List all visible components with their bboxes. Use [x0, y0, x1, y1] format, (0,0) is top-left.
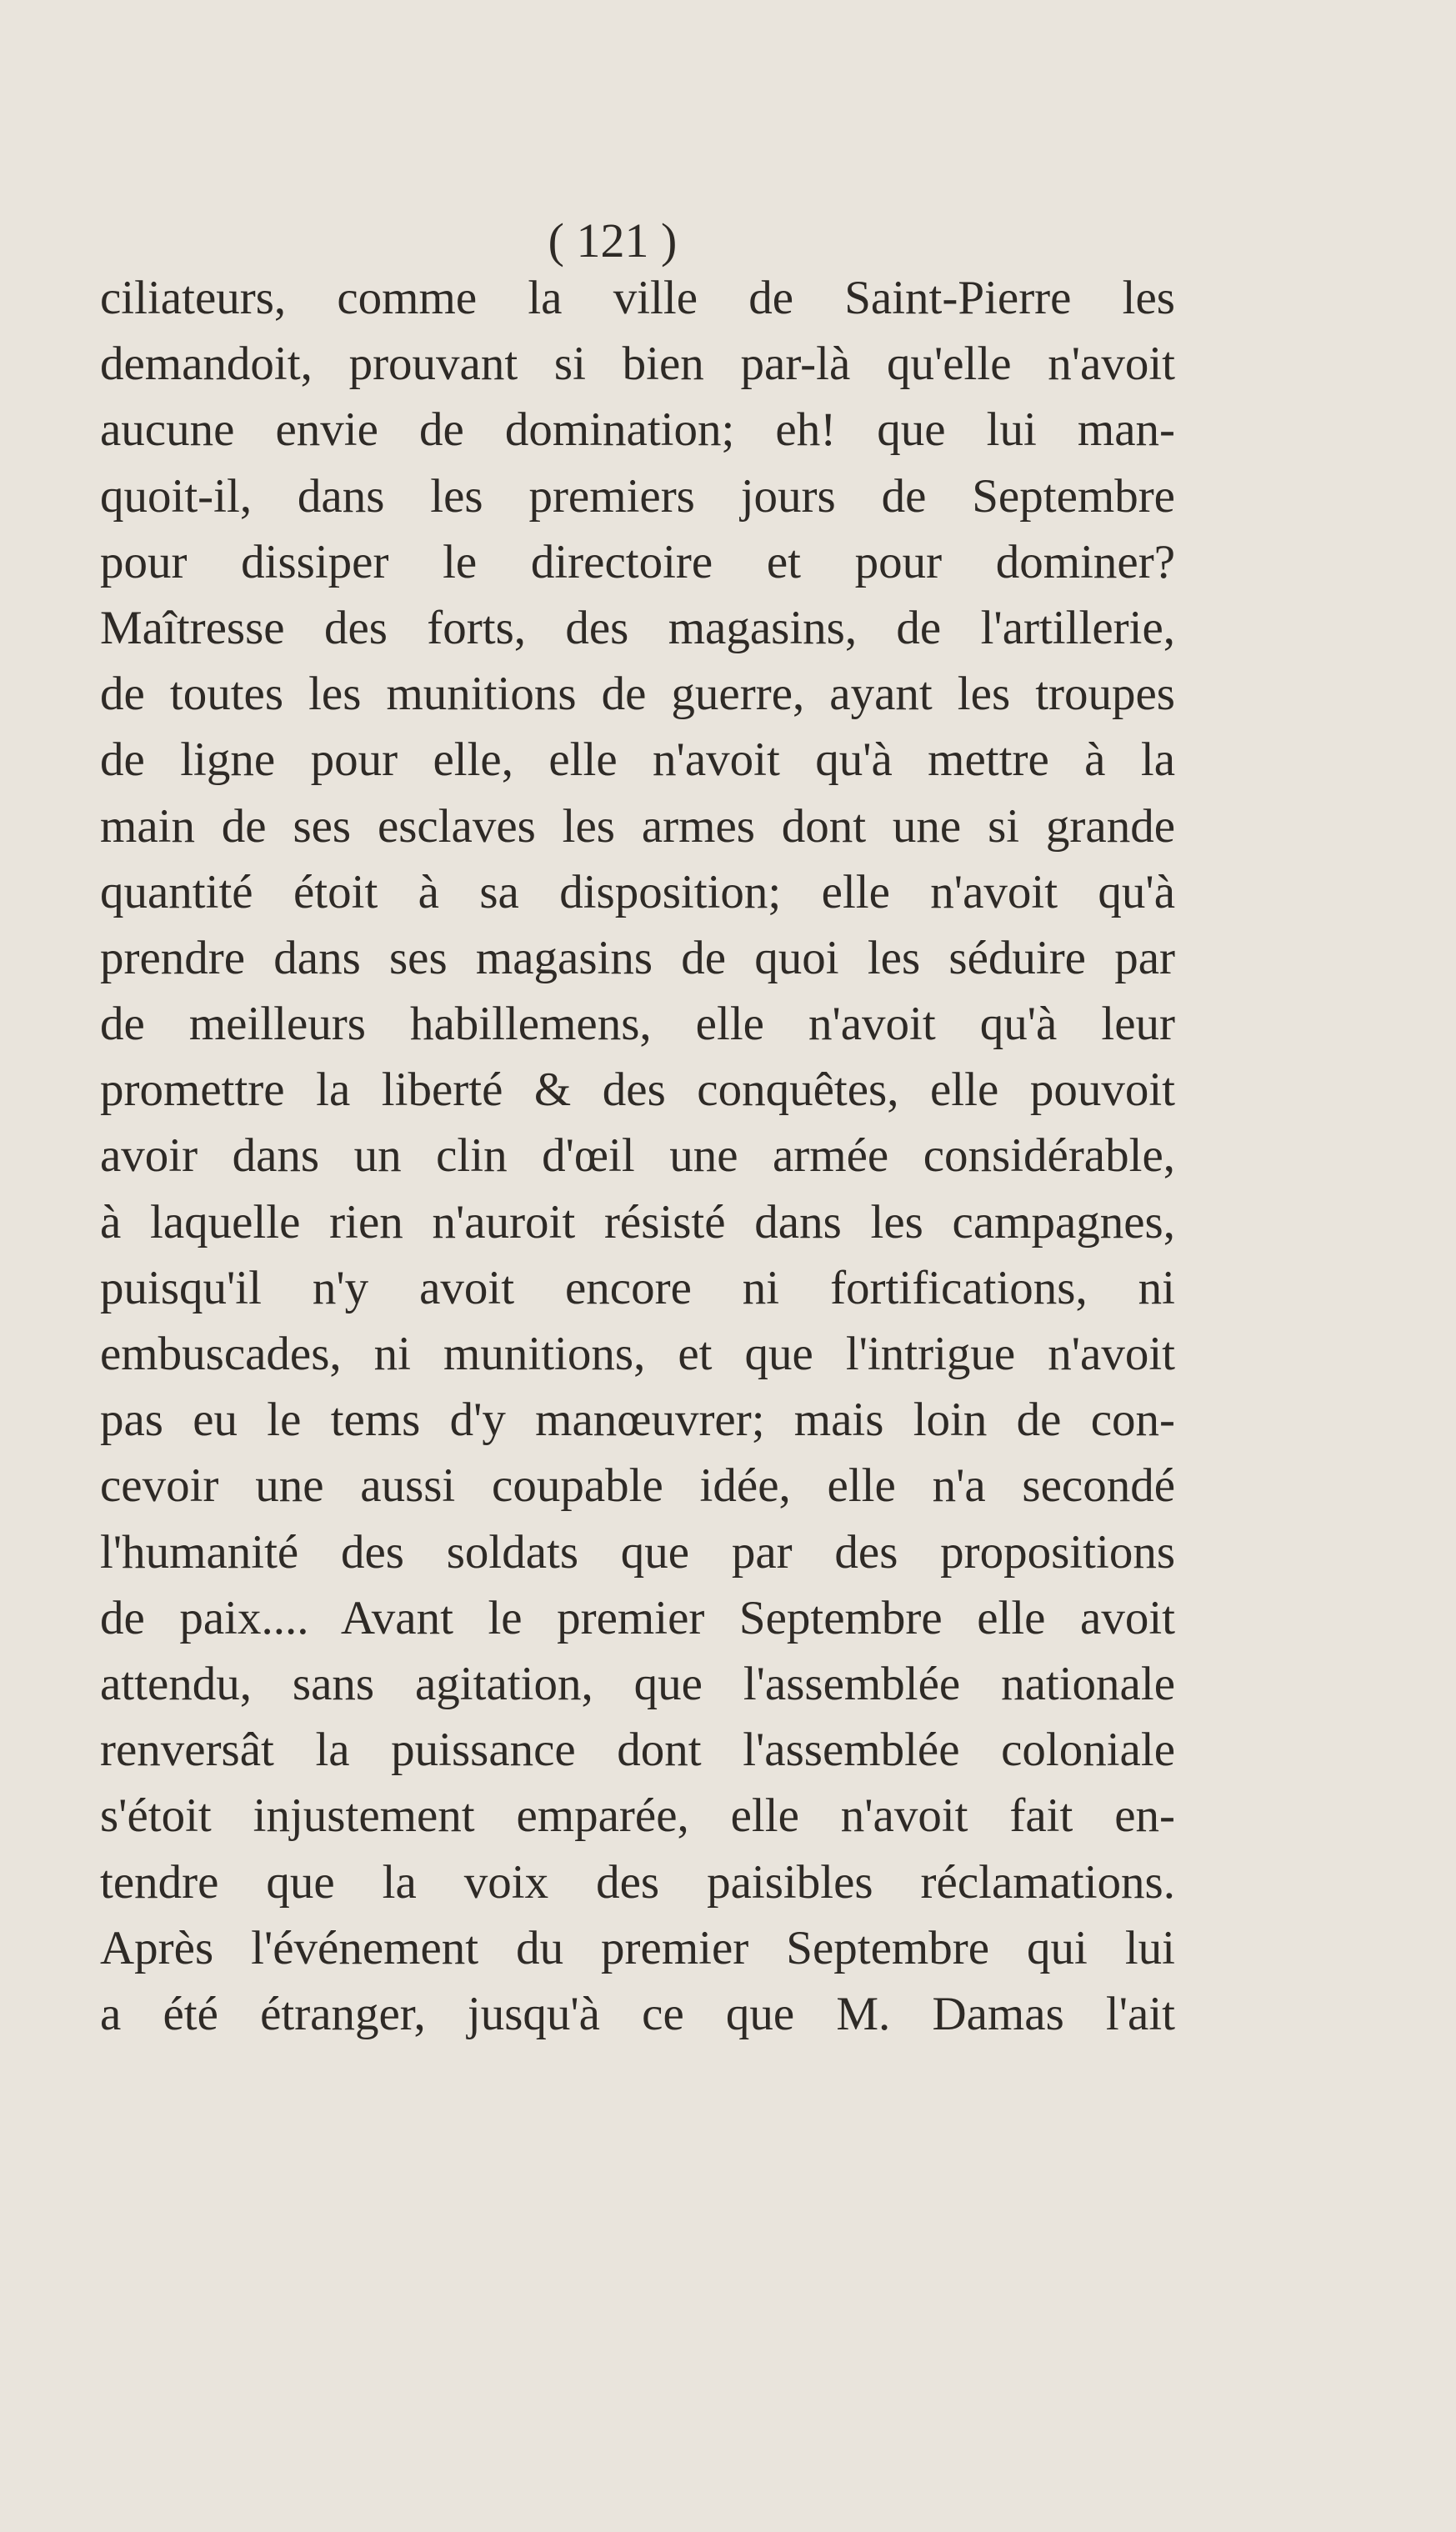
- text-line: cevoir une aussi coupable idée, elle n'a secondé: [100, 1459, 1175, 1513]
- text-line: a été étranger, jusqu'à ce que M. Damas l'ait: [100, 1987, 1175, 2040]
- text-line: prendre dans ses magasins de quoi les séduire par: [100, 931, 1175, 984]
- text-line: attendu, sans agitation, que l'assemblée nationale: [100, 1657, 1175, 1710]
- text-line: tendre que la voix des paisibles réclamations.: [100, 1855, 1175, 1909]
- text-line: puisqu'il n'y avoit encore ni fortifications, ni: [100, 1261, 1175, 1314]
- text-line: l'humanité des soldats que par des propositions: [100, 1525, 1175, 1579]
- text-line: promettre la liberté & des conquêtes, elle pouvoit: [100, 1063, 1175, 1117]
- text-line: à laquelle rien n'auroit résisté dans les campagnes,: [100, 1195, 1175, 1248]
- text-line: pas eu le tems d'y manœuvrer; mais loin de con-: [100, 1394, 1175, 1447]
- text-line: de toutes les munitions de guerre, ayant les troupes: [100, 668, 1175, 721]
- text-line: de ligne pour elle, elle n'avoit qu'à mettre à la: [100, 733, 1175, 787]
- text-line: quantité étoit à sa disposition; elle n'avoit qu'à: [100, 865, 1175, 918]
- text-line: de meilleurs habillemens, elle n'avoit qu'à leur: [100, 998, 1175, 1051]
- text-line: quoit-il, dans les premiers jours de Septembre: [100, 469, 1175, 523]
- page-number: ( 121 ): [548, 213, 678, 268]
- text-line: renversât la puissance dont l'assemblée coloniale: [100, 1724, 1175, 1777]
- text-line: Après l'événement du premier Septembre qui lui: [100, 1921, 1175, 1974]
- text-line: avoir dans un clin d'œil une armée considérable,: [100, 1129, 1175, 1183]
- text-line: ciliateurs, comme la ville de Saint-Pierre les: [100, 272, 1175, 324]
- text-line: embuscades, ni munitions, et que l'intrigue n'avoit: [100, 1328, 1175, 1380]
- text-line: s'étoit injustement emparée, elle n'avoit fait en-: [100, 1789, 1175, 1843]
- body-text: [100, 265, 1175, 2047]
- text-line: demandoit, prouvant si bien par-là qu'elle n'avoit: [100, 338, 1175, 391]
- text-line: pour dissiper le directoire et pour dominer?: [100, 535, 1175, 588]
- text-line: main de ses esclaves les armes dont une si grande: [100, 799, 1175, 853]
- text-line: aucune envie de domination; eh! que lui man-: [100, 403, 1175, 457]
- text-line: de paix.... Avant le premier Septembre elle avoit: [100, 1591, 1175, 1644]
- text-line: Maîtresse des forts, des magasins, de l'artillerie,: [100, 601, 1175, 654]
